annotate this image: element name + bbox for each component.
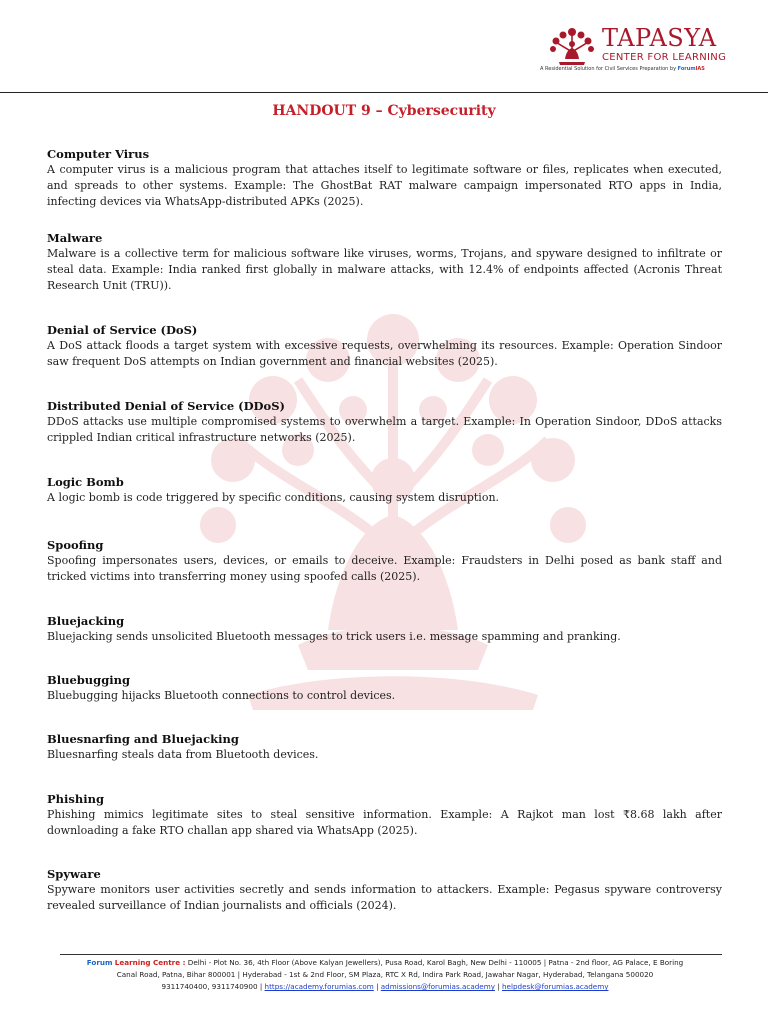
- logo-tag-brand: Forum: [677, 66, 696, 72]
- section-heading: Phishing: [47, 792, 104, 806]
- logo-name: TAPASYA: [602, 24, 717, 52]
- footer-divider: [60, 954, 722, 955]
- section-heading: Denial of Service (DoS): [47, 323, 198, 337]
- section-spoofing: [47, 537, 722, 585]
- section-heading: Spyware: [47, 867, 101, 881]
- footer-phones: 9311740400, 9311740900: [161, 982, 258, 991]
- page-title: HANDOUT 9 – Cybersecurity: [272, 103, 496, 119]
- header-divider: [0, 92, 768, 93]
- logo-tag-prefix: A Residential Solution for Civil Services Preparation by: [540, 66, 677, 72]
- section-heading: Computer Virus: [47, 147, 150, 161]
- section-body: Bluebugging hijacks Bluetooth connections to control devices.: [47, 689, 396, 702]
- section-logic-bomb: [47, 474, 722, 506]
- admissions-email-link[interactable]: admissions@forumias.academy: [380, 982, 495, 991]
- section-heading: Distributed Denial of Service (DDoS): [47, 399, 285, 413]
- section-phishing: [47, 791, 722, 839]
- section-body: Spoofing impersonates users, devices, or emails to deceive. Example: Fraudsters in Delhi posed as bank staff and tricked victims into transferring money using spoofed calls (2025).: [47, 554, 722, 583]
- section-computer-virus: [47, 146, 722, 210]
- footer-contacts: 9311740400, 9311740900 | https://academy.forumias.com | admissions@forumias.academy | helpdesk@forumias.academy: [161, 982, 609, 991]
- footer-address-2: Canal Road, Patna, Bihar 800001 | Hyderabad - 1st & 2nd Floor, SM Plaza, RTC X Rd, Indira Park Road, Jawahar Nagar, Hyderabad, Telangana 500020: [116, 970, 654, 979]
- section-heading: Bluebugging: [47, 673, 131, 687]
- logo-tagline: [540, 66, 705, 72]
- section-ddos: [47, 398, 722, 446]
- section-dos: [47, 322, 722, 370]
- section-body: A logic bomb is code triggered by specific conditions, causing system disruption.: [47, 491, 500, 504]
- footer-address-1: Delhi - Plot No. 36, 4th Floor (Above Kalyan Jewellers), Pusa Road, Karol Bagh, New Delhi - 110005 | Patna - 2nd floor, AG Palace, E Boring: [187, 958, 684, 967]
- section-body: A computer virus is a malicious program that attaches itself to legitimate software or files, replicates when executed, and spreads to other systems. Example: The GhostBat RAT malware campaign impersonated RTO apps in India, infecting devices via WhatsApp-distributed APKs (2025).: [47, 163, 722, 208]
- footer: [40, 957, 730, 993]
- section-body: Bluejacking sends unsolicited Bluetooth messages to trick users i.e. message spamming and pranking.: [47, 630, 621, 643]
- footer-label-forum: Forum: [86, 958, 113, 967]
- section-body: DDoS attacks use multiple compromised systems to overwhelm a target. Example: In Operation Sindoor, DDoS attacks crippled Indian critical infrastructure networks (2025).: [47, 415, 722, 444]
- logo-subtitle: CENTER FOR LEARNING: [602, 52, 727, 63]
- tapasya-logo: [540, 24, 740, 76]
- logo-tag-brand-suffix: IAS: [695, 66, 705, 72]
- footer-label-centre: Learning Centre :: [114, 958, 186, 967]
- section-heading: Bluejacking: [47, 614, 125, 628]
- section-body: A DoS attack floods a target system with excessive requests, overwhelming its resources. Example: Operation Sindoor saw frequent DoS attempts on Indian government and financial websites (2025).: [47, 339, 722, 368]
- academy-link[interactable]: https://academy.forumias.com: [264, 982, 374, 991]
- section-body: Malware is a collective term for malicious software like viruses, worms, Trojans, and spyware designed to infiltrate or steal data. Example: India ranked first globally in malware attacks, with 12.4% of endpoints affected (Acronis Threat Research Unit (TRU)).: [47, 247, 722, 292]
- tree-logo-icon: [546, 26, 598, 66]
- section-bluesnarfing: [47, 731, 722, 763]
- section-heading: Logic Bomb: [47, 475, 124, 489]
- section-bluejacking: [47, 613, 722, 645]
- section-body: Phishing mimics legitimate sites to steal sensitive information. Example: A Rajkot man lost ₹8.68 lakh after downloading a fake RTO challan app shared via WhatsApp (2025).: [47, 808, 722, 837]
- footer-line-1: [40, 957, 730, 969]
- section-bluebugging: [47, 672, 722, 704]
- section-malware: [47, 230, 722, 294]
- section-spyware: [47, 866, 722, 914]
- section-heading: Bluesnarfing and Bluejacking: [47, 732, 239, 746]
- helpdesk-email-link[interactable]: helpdesk@forumias.academy: [502, 982, 609, 991]
- section-heading: Malware: [47, 231, 103, 245]
- section-heading: Spoofing: [47, 538, 104, 552]
- section-body: Bluesnarfing steals data from Bluetooth devices.: [47, 748, 319, 761]
- section-body: Spyware monitors user activities secretly and sends information to attackers. Example: Pegasus spyware controversy revealed surveillance of Indian journalists and officials (2024).: [47, 883, 722, 912]
